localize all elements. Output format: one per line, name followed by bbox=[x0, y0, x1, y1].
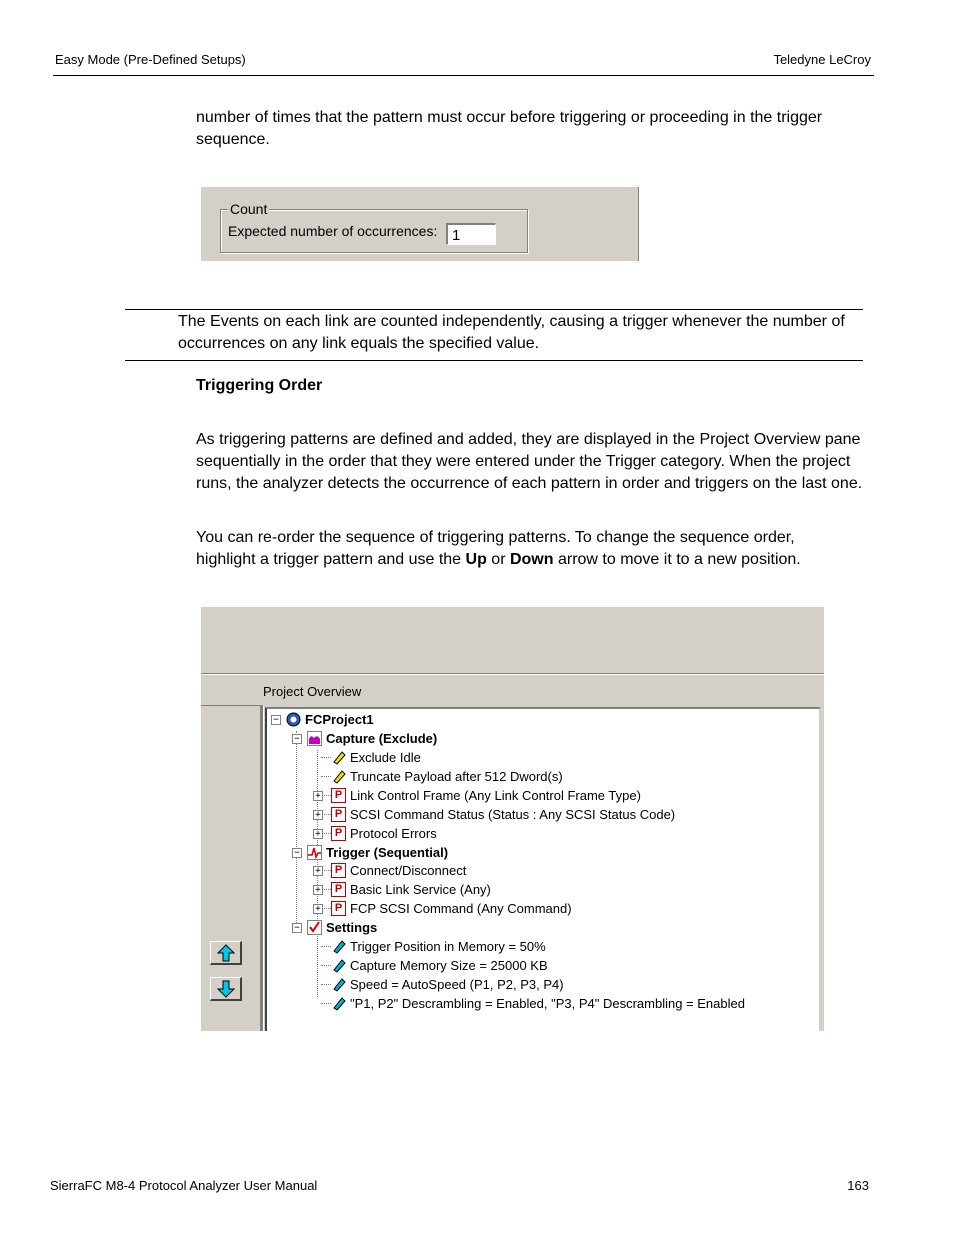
setting-pencil-icon bbox=[331, 996, 346, 1011]
tree-node-capture[interactable] bbox=[307, 729, 437, 748]
trigger-label: Trigger (Sequential) bbox=[326, 845, 449, 860]
item-label: SCSI Command Status (Status : Any SCSI Status Code) bbox=[350, 807, 676, 822]
paragraph-order: As triggering patterns are defined and added, they are displayed in the Project Overview pane sequentially in the order that they were entered under the Trigger category. When the project runs, the analyzer detects the occurrence of each pattern in order and triggers on the last one. bbox=[196, 431, 863, 492]
pattern-icon: P bbox=[331, 807, 346, 822]
setting-pencil-icon bbox=[331, 977, 346, 992]
tree-node-scsi-command-status[interactable] bbox=[331, 805, 675, 824]
tree-node-basic-link-service[interactable] bbox=[331, 880, 491, 899]
note-bottom-rule bbox=[125, 360, 863, 361]
footer-manual-title: SierraFC M8-4 Protocol Analyzer User Manual bbox=[50, 1178, 318, 1193]
root-label: FCProject1 bbox=[305, 712, 374, 727]
intro-paragraph: number of times that the pattern must occur before triggering or proceeding in the trigger sequence. bbox=[196, 109, 823, 148]
capture-label: Capture (Exclude) bbox=[326, 731, 438, 746]
header-rule bbox=[53, 75, 874, 76]
pencil-icon bbox=[331, 750, 346, 765]
header-company: Teledyne LeCroy bbox=[773, 52, 871, 67]
tree-node-settings[interactable] bbox=[307, 918, 377, 937]
header-title: Easy Mode (Pre-Defined Setups) bbox=[55, 52, 246, 67]
item-label: FCP SCSI Command (Any Command) bbox=[350, 901, 572, 916]
reorder-or: or bbox=[486, 551, 510, 568]
tree-node-protocol-errors[interactable] bbox=[331, 824, 437, 843]
occurrences-input[interactable]: 1 bbox=[446, 223, 496, 245]
up-arrow-icon bbox=[217, 944, 235, 962]
left-pane-separator bbox=[201, 705, 263, 706]
tree-node-truncate-payload[interactable] bbox=[331, 767, 563, 786]
project-icon bbox=[286, 712, 301, 727]
tree-node-trigger[interactable] bbox=[307, 843, 448, 862]
pattern-icon: P bbox=[331, 863, 346, 878]
reorder-text-2: arrow to move it to a new position. bbox=[553, 551, 801, 568]
paragraph-reorder bbox=[196, 527, 856, 571]
tree-node-capture-memory[interactable] bbox=[331, 956, 548, 975]
expand-toggle[interactable]: + bbox=[313, 904, 323, 914]
pane-splitter[interactable] bbox=[260, 706, 264, 1031]
item-label: Exclude Idle bbox=[350, 750, 421, 765]
collapse-settings-toggle[interactable]: − bbox=[292, 923, 302, 933]
pattern-icon: P bbox=[331, 788, 346, 803]
item-label: Protocol Errors bbox=[350, 826, 437, 841]
expand-toggle[interactable]: + bbox=[313, 810, 323, 820]
collapse-trigger-toggle[interactable]: − bbox=[292, 848, 302, 858]
toolbar-separator bbox=[201, 673, 824, 675]
tree-node-descrambling[interactable] bbox=[331, 994, 745, 1013]
item-label: Connect/Disconnect bbox=[350, 863, 467, 878]
move-down-button[interactable] bbox=[210, 977, 242, 1001]
tree-node-fcp-scsi-command[interactable] bbox=[331, 899, 572, 918]
setting-pencil-icon bbox=[331, 958, 346, 973]
item-label: Basic Link Service (Any) bbox=[350, 882, 491, 897]
setting-pencil-icon bbox=[331, 939, 346, 954]
tree-node-speed[interactable] bbox=[331, 975, 564, 994]
project-overview-title: Project Overview bbox=[263, 684, 362, 699]
tree-node-link-control-frame[interactable] bbox=[331, 786, 641, 805]
up-word: Up bbox=[465, 551, 487, 568]
tree-node-connect-disconnect[interactable] bbox=[331, 861, 466, 880]
expand-toggle[interactable]: + bbox=[313, 791, 323, 801]
project-tree[interactable] bbox=[265, 707, 821, 1031]
item-label: Link Control Frame (Any Link Control Frame Type) bbox=[350, 788, 641, 803]
item-label: Capture Memory Size = 25000 KB bbox=[350, 958, 548, 973]
project-overview-screenshot bbox=[201, 607, 824, 1031]
expand-toggle[interactable]: + bbox=[313, 885, 323, 895]
count-screenshot bbox=[201, 187, 639, 261]
tree-node-trigger-position[interactable] bbox=[331, 937, 546, 956]
down-word: Down bbox=[509, 551, 554, 568]
trigger-icon bbox=[307, 845, 322, 860]
settings-label: Settings bbox=[326, 920, 378, 935]
move-up-button[interactable] bbox=[210, 941, 242, 965]
pattern-icon: P bbox=[331, 901, 346, 916]
note-text: The Events on each link are counted independently, causing a trigger whenever the number of occurrences on any link equals the specified value. bbox=[178, 313, 845, 352]
item-label: Truncate Payload after 512 Dword(s) bbox=[350, 769, 563, 784]
item-label: Speed = AutoSpeed (P1, P2, P3, P4) bbox=[350, 977, 564, 992]
note-top-rule bbox=[125, 309, 863, 310]
capture-icon bbox=[307, 731, 322, 746]
footer-page-number: 163 bbox=[847, 1178, 869, 1193]
expand-toggle[interactable]: + bbox=[313, 829, 323, 839]
pencil-icon bbox=[331, 769, 346, 784]
tree-node-exclude-idle[interactable] bbox=[331, 748, 421, 767]
pattern-icon: P bbox=[331, 882, 346, 897]
collapse-root-toggle[interactable]: − bbox=[271, 715, 281, 725]
section-heading: Triggering Order bbox=[196, 377, 323, 394]
item-label: "P1, P2" Descrambling = Enabled, "P3, P4" Descrambling = Enabled bbox=[350, 996, 745, 1011]
expand-toggle[interactable]: + bbox=[313, 866, 323, 876]
down-arrow-icon bbox=[217, 980, 235, 998]
count-group-label: Count bbox=[230, 201, 268, 217]
reorder-text-1: You can re-order the sequence of triggering patterns. To change the sequence order, highlight a trigger pattern and use the bbox=[196, 529, 795, 568]
item-label: Trigger Position in Memory = 50% bbox=[350, 939, 546, 954]
tree-node-root[interactable] bbox=[286, 710, 374, 729]
collapse-capture-toggle[interactable]: − bbox=[292, 734, 302, 744]
settings-checklist-icon bbox=[307, 920, 322, 935]
occurrences-label: Expected number of occurrences: bbox=[228, 223, 438, 239]
pattern-icon: P bbox=[331, 826, 346, 841]
